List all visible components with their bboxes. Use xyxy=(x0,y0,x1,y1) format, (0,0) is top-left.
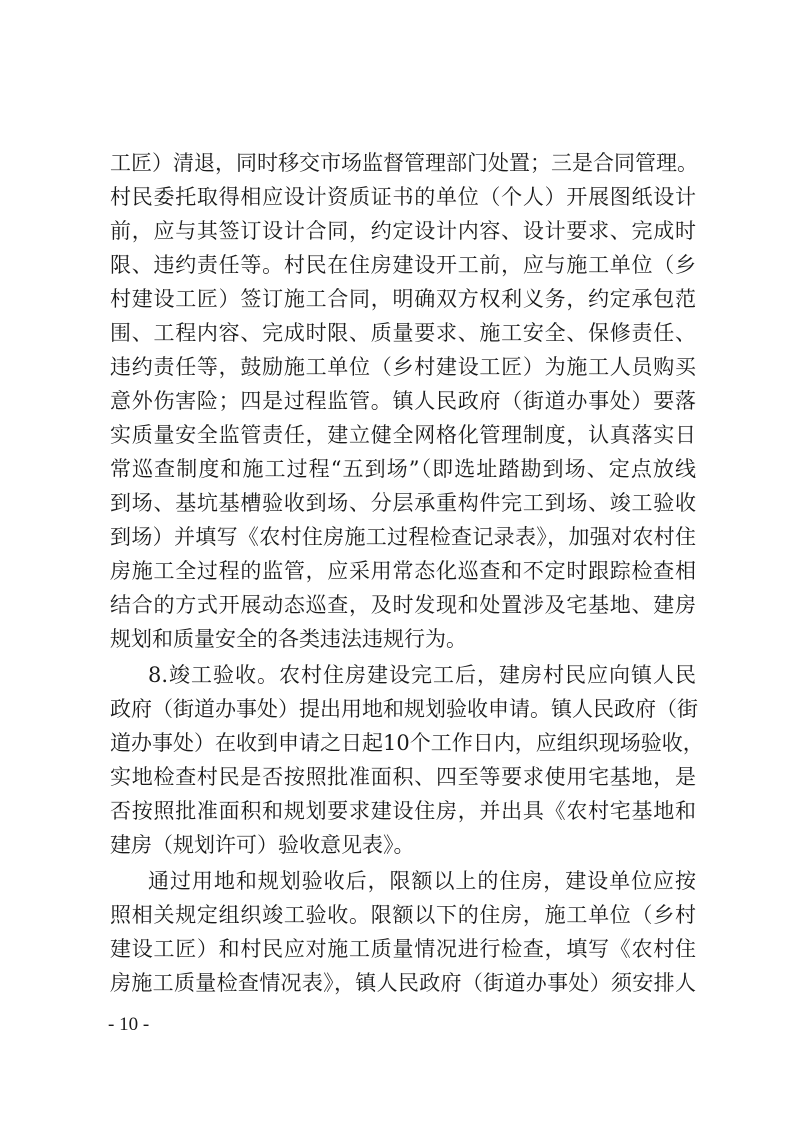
body-line: 常巡查制度和施工过程“五到场”（即选址踏勘到场、定点放线 xyxy=(110,457,696,481)
body-line: 意外伤害险；四是过程监管。镇人民政府（街道办事处）要落 xyxy=(110,389,696,413)
body-line: 到场）并填写《农村住房施工过程检查记录表》，加强对农村住 xyxy=(110,525,696,549)
body-line: 结合的方式开展动态巡查，及时发现和处置涉及宅基地、建房 xyxy=(110,593,696,617)
body-line: 建房（规划许可）验收意见表》。 xyxy=(110,833,415,857)
page-number: - 10 - xyxy=(108,1014,150,1035)
paragraph-first-line: 通过用地和规划验收后，限额以上的住房，建设单位应按 xyxy=(148,869,696,893)
body-line: 房施工全过程的监管，应采用常态化巡查和不定时跟踪检查相 xyxy=(110,559,696,583)
body-line: 建设工匠）和村民应对施工质量情况进行检查，填写《农村住 xyxy=(110,937,696,961)
body-line: 道办事处）在收到申请之日起10个工作日内，应组织现场验收， xyxy=(110,731,704,755)
body-line: 照相关规定组织竣工验收。限额以下的住房，施工单位（乡村 xyxy=(110,903,696,927)
body-line: 政府（街道办事处）提出用地和规划验收申请。镇人民政府（街 xyxy=(110,697,698,721)
body-line: 前，应与其签订设计合同，约定设计内容、设计要求、完成时 xyxy=(110,219,696,243)
body-line: 规划和质量安全的各类违法违规行为。 xyxy=(110,627,467,651)
body-line: 实地检查村民是否按照批准面积、四至等要求使用宅基地，是 xyxy=(110,765,696,789)
body-line: 违约责任等，鼓励施工单位（乡村建设工匠）为施工人员购买 xyxy=(110,355,696,379)
body-line: 围、工程内容、完成时限、质量要求、施工安全、保修责任、 xyxy=(110,321,696,345)
body-line: 到场、基坑基槽验收到场、分层承重构件完工到场、竣工验收 xyxy=(110,491,696,515)
body-line: 村建设工匠）签订施工合同，明确双方权利义务，约定承包范 xyxy=(110,287,696,311)
section-heading-line: 8.竣工验收。农村住房建设完工后，建房村民应向镇人民 xyxy=(148,663,696,687)
body-line: 村民委托取得相应设计资质证书的单位（个人）开展图纸设计 xyxy=(110,185,696,209)
body-line: 实质量安全监管责任，建立健全网格化管理制度，认真落实日 xyxy=(110,423,696,447)
body-line: 限、违约责任等。村民在住房建设开工前，应与施工单位（乡 xyxy=(110,253,696,277)
body-line: 工匠）清退，同时移交市场监督管理部门处置；三是合同管理。 xyxy=(110,151,698,175)
body-line: 房施工质量检查情况表》，镇人民政府（街道办事处）须安排人 xyxy=(110,971,696,995)
body-line: 否按照批准面积和规划要求建设住房，并出具《农村宅基地和 xyxy=(110,799,696,823)
